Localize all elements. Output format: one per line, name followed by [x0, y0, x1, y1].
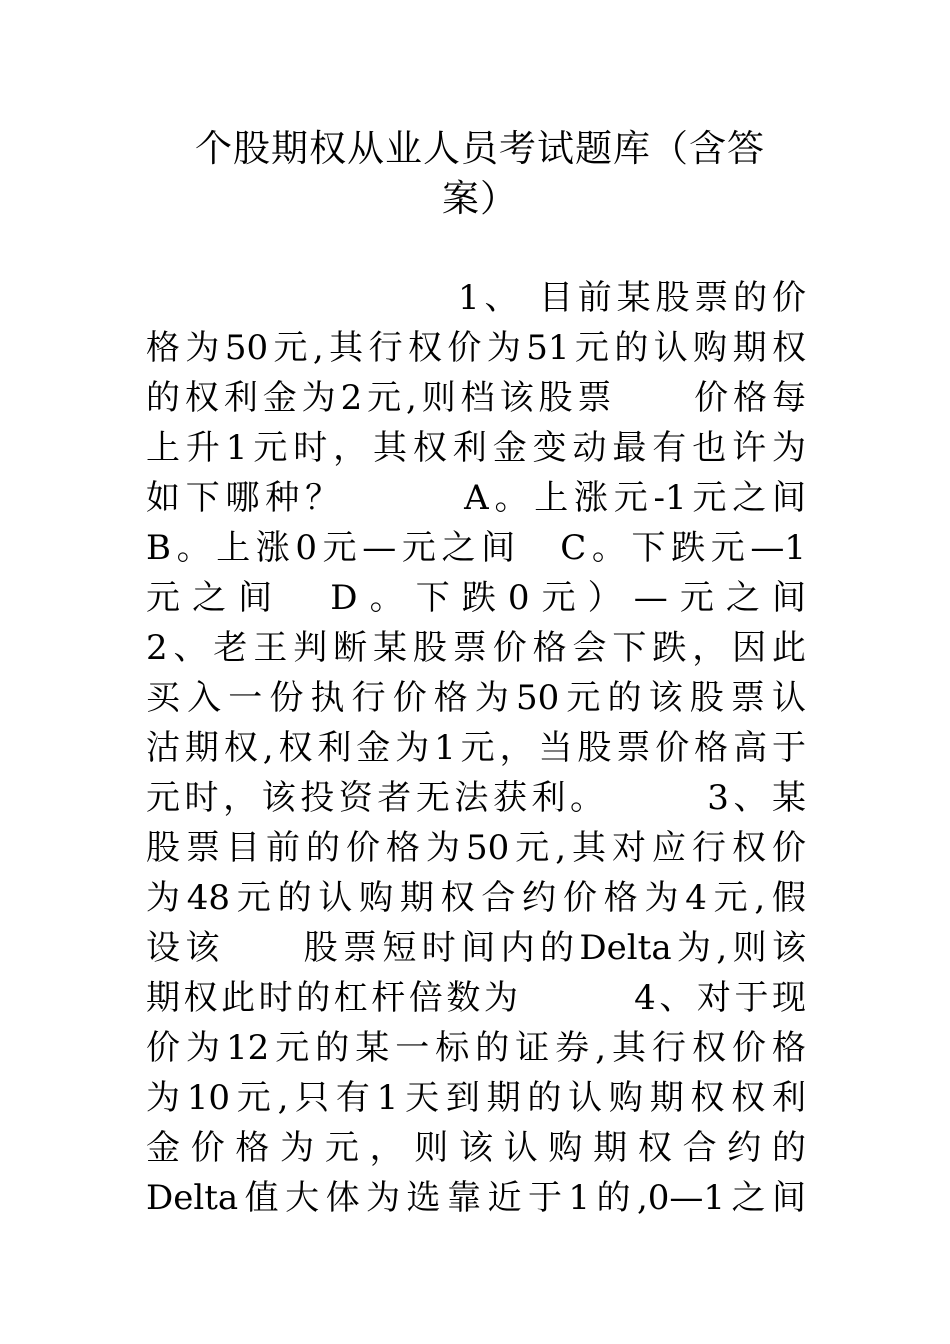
body-line: 金价格为元，则该认购期权合约的: [146, 1128, 806, 1168]
body-line: 如下哪种？ A。上涨元-1元之间: [146, 478, 806, 518]
title-line: 案）: [442, 177, 518, 220]
body-line: 沽期权,权利金为1元，当股票价格高于: [146, 728, 806, 768]
body-line: 的权利金为2元,则档该股票 价格每: [146, 378, 806, 418]
body-line: B。上涨0元—元之间 C。下跌元—1: [146, 528, 806, 568]
body-line: 格为50元,其行权价为51元的认购期权: [146, 328, 806, 368]
body-line: 价为12元的某一标的证券,其行权价格: [146, 1028, 806, 1068]
document-body: [146, 273, 806, 1223]
body-line: 期权此时的杠杆倍数为 4、对于现: [146, 978, 806, 1018]
body-line: 设该 股票短时间内的Delta为,则该: [146, 928, 806, 968]
body-line: 1、 目前某股票的价: [458, 278, 806, 318]
body-line: 上升1元时，其权利金变动最有也许为: [146, 428, 806, 468]
body-line: 元之间 D。下跌0元）—元之间: [146, 578, 806, 618]
body-line: 买入一份执行价格为50元的该股票认: [146, 678, 806, 718]
body-line: Delta值大体为选靠近于1的,0—1之间: [146, 1178, 806, 1218]
body-line: 股票目前的价格为50元,其对应行权价: [146, 828, 806, 868]
body-line: 元时，该投资者无法获利。 3、某: [146, 778, 806, 818]
document-title: [160, 124, 800, 224]
body-line: 2、老王判断某股票价格会下跌，因此: [146, 628, 806, 668]
body-line: 为10元,只有1天到期的认购期权权利: [146, 1078, 806, 1118]
body-line: 为48元的认购期权合约价格为4元,假: [146, 878, 806, 918]
title-line: 个股期权从业人员考试题库（含答: [195, 127, 765, 170]
